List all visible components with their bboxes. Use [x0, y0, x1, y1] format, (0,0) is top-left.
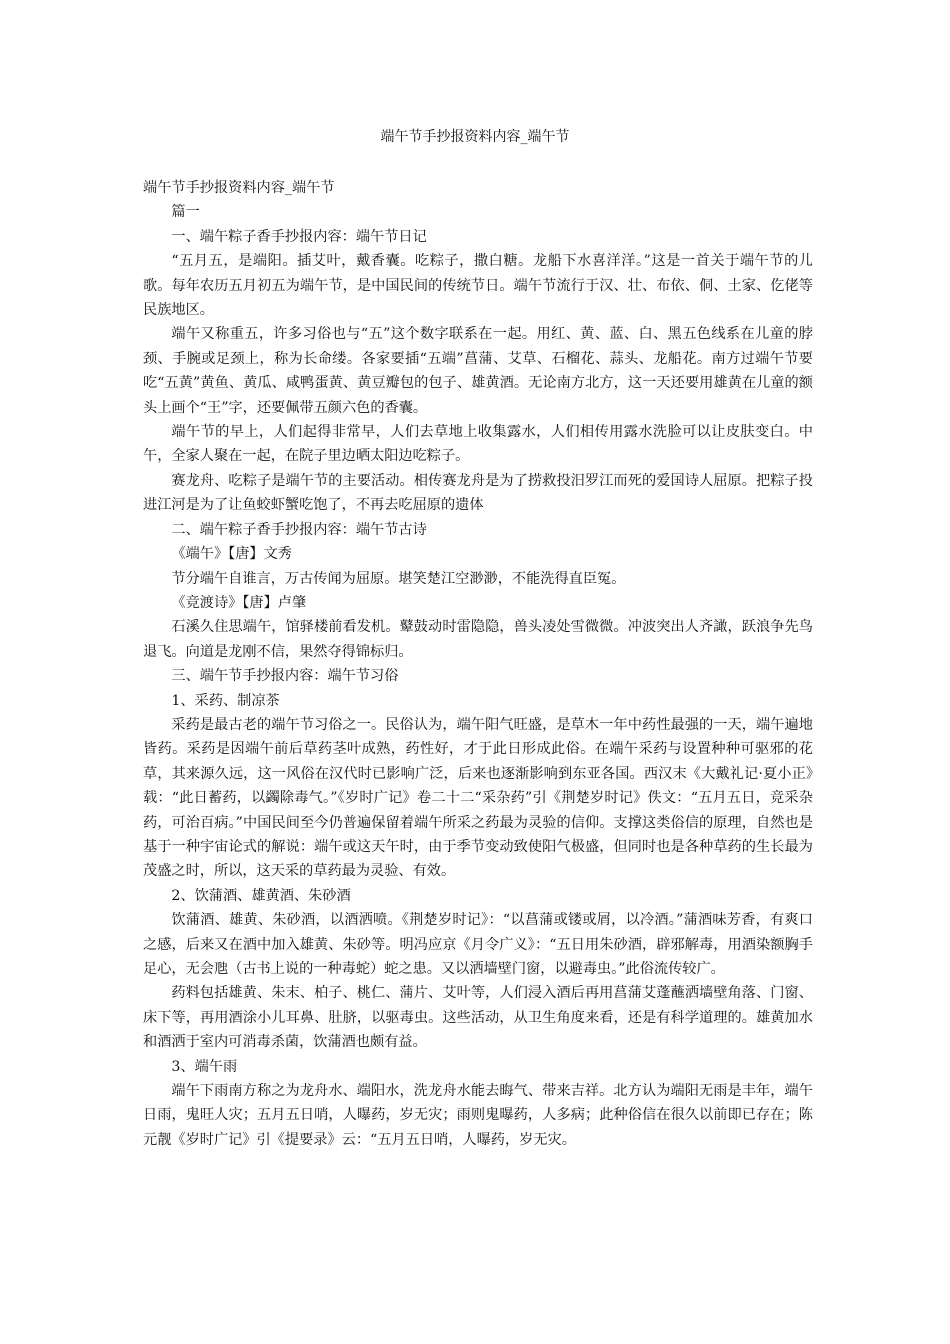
poem-text: 节分端午自谁言，万古传闻为屈原。堪笑楚江空渺渺，不能洗得直臣冤。 — [171, 570, 626, 587]
paragraph: “五月五，是端阳。插艾叶，戴香囊。吃粽子，撒白糖。龙船下水喜洋洋。”这是一首关于端午节的儿歌。每年农历五月初五为端午节，是中国民间的传统节日。端午节流行于汉、壮、布依、侗、土家、仡佬等民族地区。 — [143, 253, 813, 319]
poem-title: 《端午》【唐】文秀 — [171, 546, 292, 563]
paragraph: 药料包括雄黄、朱末、柏子、桃仁、蒲片、艾叶等，人们浸入酒后再用菖蒲艾蓬蘸洒墙壁角落、门窗、床下等，再用酒涂小儿耳鼻、肚脐，以驱毒虫。这些活动，从卫生角度来看，还是有科学道理的。雄黄加水和酒洒于室内可消毒杀菌，饮蒲酒也颇有益。 — [143, 985, 813, 1051]
poem-text: 石溪久住思端午，馆驿楼前看发机。鼙鼓动时雷隐隐，兽头凌处雪微微。冲波突出人齐譀，跃浪争先鸟退飞。向道是龙刚不信，果然夺得锦标归。 — [143, 619, 813, 660]
document-body — [143, 176, 813, 1152]
paragraph: 端午下雨南方称之为龙舟水、端阳水，洗龙舟水能去晦气、带来吉祥。北方认为端阳无雨是丰年，端午日雨，鬼旺人灾；五月五日哨，人曝药，岁无灾；雨则鬼曝药，人多病；此种俗信在很久以前即已存在；陈元靓《岁时广记》引《提要录》云：“五月五日哨，人曝药，岁无灾。 — [143, 1083, 813, 1148]
poem-title: 《竞渡诗》【唐】卢肇 — [171, 594, 307, 611]
paragraph: 采药是最古老的端午节习俗之一。民俗认为，端午阳气旺盛，是草木一年中药性最强的一天，端午遍地皆药。采药是因端午前后草药茎叶成熟，药性好，才于此日形成此俗。在端午采药与设置种种可驱邪的花草，其来源久远，这一风俗在汉代时已影响广泛，后来也逐渐影响到东亚各国。西汉末《大戴礼记·夏小正》载：“此日蓄药，以蠲除毒气。”《岁时广记》卷二十二“采杂药”引《荆楚岁时记》佚文：“五月五日，竞采杂药，可治百病。”中国民间至今仍普遍保留着端午所采之药最为灵验的信仰。支撑这类俗信的原理，自然也是基于一种宇宙论式的解说：端午或这天午时，由于季节变动致使阳气极盛，但同时也是各种草药的生长最为茂盛之时，所以，这天采的草药最为灵验、有效。 — [143, 716, 813, 880]
paragraph: 端午节的早上，人们起得非常早，人们去草地上收集露水，人们相传用露水洗脸可以让皮肤变白。中午，全家人聚在一起，在院子里边晒太阳边吃粽子。 — [143, 424, 813, 465]
paragraph: 饮蒲酒、雄黄、朱砂酒，以酒洒喷。《荆楚岁时记》：“以菖蒲或镂或屑，以冷酒。”蒲酒味芳香，有爽口之感，后来又在酒中加入雄黄、朱砂等。明冯应京《月令广义》：“五日用朱砂酒，辟邪解毒，用酒染额胸手足心，无会虺（古书上说的一种毒蛇）蛇之患。又以洒墙壁门窗，以避毒虫。”此俗流传较广。 — [143, 912, 813, 977]
document-subtitle: 端午节手抄报资料内容_端午节 — [143, 180, 335, 196]
section-label: 篇一 — [171, 204, 200, 221]
subsection-heading: 1、采药、制凉茶 — [171, 692, 280, 709]
subsection-heading: 2、饮蒲酒、雄黄酒、朱砂酒 — [171, 887, 351, 904]
subsection-heading: 3、端午雨 — [171, 1058, 238, 1075]
section-heading: 二、端午粽子香手抄报内容：端午节古诗 — [171, 521, 427, 538]
paragraph: 赛龙舟、吃粽子是端午节的主要活动。相传赛龙舟是为了捞救投汨罗江而死的爱国诗人屈原。把粽子投进江河是为了让鱼蛟虾蟹吃饱了，不再去吃屈原的遗体 — [143, 472, 813, 514]
section-heading: 一、端午粽子香手抄报内容：端午节日记 — [171, 228, 427, 245]
document-title: 端午节手抄报资料内容_端午节 — [380, 129, 570, 145]
section-heading: 三、端午节手抄报内容：端午节习俗 — [171, 668, 399, 685]
paragraph: 端午又称重五，许多习俗也与“五”这个数字联系在一起。用红、黄、蓝、白、黑五色线系在儿童的脖颈、手腕或足颈上，称为长命缕。各家要插“五端”菖蒲、艾草、石榴花、蒜头、龙船花。南方过端午节要吃“五黄”黄鱼、黄瓜、咸鸭蛋黄、黄豆瓣包的包子、雄黄酒。无论南方北方，这一天还要用雄黄在儿童的额头上画个“王”字，还要佩带五颜六色的香囊。 — [143, 326, 813, 416]
